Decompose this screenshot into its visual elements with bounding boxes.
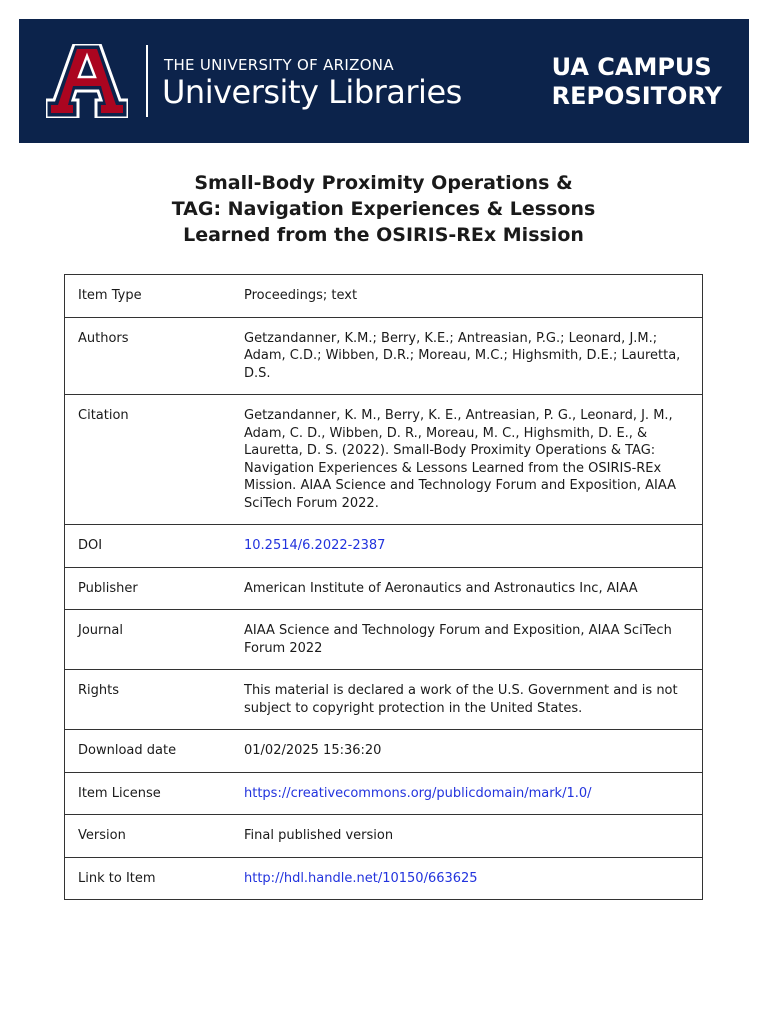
row-value: [224, 772, 703, 815]
table-row-link-to-item: [65, 857, 703, 900]
row-value: [224, 857, 703, 900]
title-line-1: Small-Body Proximity Operations &: [194, 172, 573, 194]
table-row-rights: [65, 670, 703, 730]
doi-link[interactable]: 10.2514/6.2022-2387: [244, 538, 386, 553]
title-line-3: Learned from the OSIRIS-REx Mission: [183, 224, 584, 246]
document-title: [64, 170, 703, 248]
row-value: AIAA Science and Technology Forum and Exposition, AIAA SciTech Forum 2022: [224, 610, 703, 670]
row-value: American Institute of Aeronautics and Astronautics Inc, AIAA: [224, 567, 703, 610]
table-row-download-date: [65, 730, 703, 773]
row-label: Item License: [65, 772, 225, 815]
row-label: Rights: [65, 670, 225, 730]
table-row-authors: [65, 317, 703, 395]
metadata-table: [64, 274, 703, 900]
table-row-doi: [65, 525, 703, 568]
row-label: Download date: [65, 730, 225, 773]
university-of-arizona-logo-icon: [46, 44, 128, 118]
university-name: THE UNIVERSITY OF ARIZONA: [164, 56, 394, 74]
row-value: Proceedings; text: [224, 275, 703, 318]
row-label: Journal: [65, 610, 225, 670]
header-divider: [146, 45, 148, 117]
row-label: Authors: [65, 317, 225, 395]
row-value: Final published version: [224, 815, 703, 858]
row-label: DOI: [65, 525, 225, 568]
table-row-item-license: [65, 772, 703, 815]
table-row-publisher: [65, 567, 703, 610]
item-handle-link[interactable]: http://hdl.handle.net/10150/663625: [244, 870, 478, 886]
table-row-version: [65, 815, 703, 858]
row-value: This material is declared a work of the U.S. Government and is not subject to copyright protection in the United States.: [224, 670, 703, 730]
row-value: Getzandanner, K.M.; Berry, K.E.; Antreasian, P.G.; Leonard, J.M.; Adam, C.D.; Wibben, D.R.; Moreau, M.C.; Highsmith, D.E.; Lauretta, D.S.: [224, 317, 703, 395]
libraries-name: University Libraries: [162, 73, 462, 111]
repository-line-1: UA CAMPUS: [551, 53, 712, 81]
table-row-journal: [65, 610, 703, 670]
title-line-2: TAG: Navigation Experiences & Lessons: [171, 198, 596, 220]
row-label: Citation: [65, 395, 225, 525]
row-value: Getzandanner, K. M., Berry, K. E., Antreasian, P. G., Leonard, J. M., Adam, C. D., Wibben, D. R., Moreau, M. C., Highsmith, D. E., & Lauretta, D. S. (2022). Small-Body Proximity Operations & TAG: Navigation Experiences & Lessons Learned from the OSIRIS-REx Mission. AIAA Science and Technology Forum and Exposition, AIAA SciTech Forum 2022.: [224, 395, 703, 525]
row-label: Link to Item: [65, 857, 225, 900]
row-label: Publisher: [65, 567, 225, 610]
header-banner: [19, 19, 749, 143]
repository-line-2: REPOSITORY: [551, 82, 722, 110]
row-value: [224, 525, 703, 568]
license-link[interactable]: https://creativecommons.org/publicdomain/mark/1.0/: [244, 785, 592, 801]
row-label: Item Type: [65, 275, 225, 318]
repository-name: [552, 53, 722, 111]
row-label: Version: [65, 815, 225, 858]
table-row-citation: [65, 395, 703, 525]
table-row-item-type: [65, 275, 703, 318]
row-value: 01/02/2025 15:36:20: [224, 730, 703, 773]
